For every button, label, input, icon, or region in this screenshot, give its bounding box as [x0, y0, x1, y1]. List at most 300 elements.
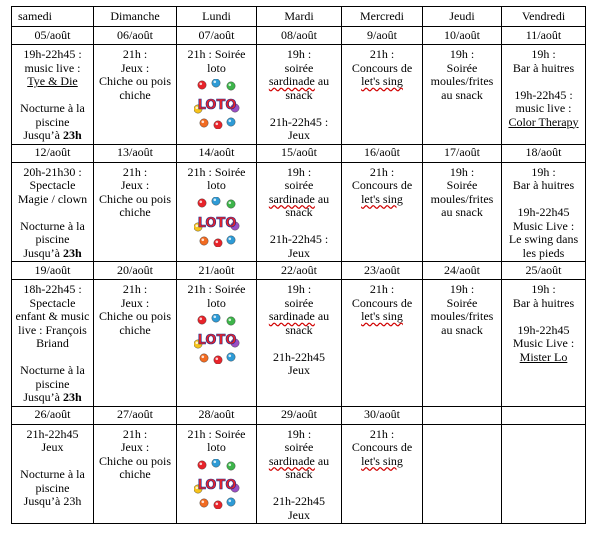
event-line — [14, 283, 91, 297]
loto-ball-shine — [215, 240, 218, 243]
event-text: live : François — [18, 322, 87, 337]
weekday-header-row — [12, 7, 586, 27]
event-text: Jusqu’à — [23, 245, 63, 260]
animation-schedule-table — [11, 6, 586, 524]
event-text: au snack — [441, 322, 483, 337]
event-cell — [12, 162, 94, 262]
event-cell — [177, 280, 257, 407]
event-text: 19h : — [286, 164, 312, 179]
day-header-dimanche: Dimanche — [94, 7, 177, 27]
event-line — [96, 441, 174, 455]
event-line — [179, 283, 254, 297]
event-text: Bar à huitres — [512, 60, 575, 75]
event-text: au snack — [441, 87, 483, 102]
event-text: Soirée — [446, 178, 478, 192]
loto-ball-shine — [215, 502, 218, 505]
event-text: au — [314, 191, 330, 206]
event-cell — [342, 280, 423, 407]
event-line — [504, 48, 583, 62]
event-line — [259, 337, 339, 351]
day-header-jeudi: Jeudi — [423, 7, 502, 27]
event-cell — [94, 280, 177, 407]
event-text: Jeux : — [120, 295, 150, 310]
event-text: 21h-22h45 — [26, 426, 79, 441]
loto-logo-text: LOTO — [197, 98, 236, 113]
event-line — [14, 102, 91, 116]
event-text: Nocturne à la — [20, 363, 85, 377]
event-line — [344, 62, 420, 76]
loto-ball-shine — [228, 463, 231, 466]
event-line — [425, 324, 499, 338]
event-line — [259, 364, 339, 378]
event-text: moules/frites — [430, 309, 494, 323]
event-text: 21h : — [369, 426, 395, 441]
event-text: Bar à huitres — [512, 295, 575, 310]
event-line — [96, 455, 174, 469]
event-text: let's sing — [361, 74, 403, 88]
event-text: chiche — [119, 87, 151, 102]
event-line — [96, 206, 174, 220]
event-line — [14, 495, 91, 509]
event-text: les pieds — [522, 245, 565, 260]
loto-logo-text: LOTO — [197, 477, 236, 493]
loto-ball — [213, 121, 221, 129]
date-cell: 29/août — [257, 406, 342, 424]
event-line — [504, 233, 583, 247]
event-line — [504, 102, 583, 116]
event-line — [14, 233, 91, 247]
event-cell — [342, 45, 423, 145]
event-text: Jeux — [288, 507, 310, 522]
event-text: au — [314, 453, 330, 468]
date-cell — [423, 406, 502, 424]
event-line — [259, 247, 339, 261]
event-cell — [12, 280, 94, 407]
event-line — [259, 283, 339, 297]
event-text: Jeux — [288, 363, 310, 377]
event-line — [344, 283, 420, 297]
event-line — [344, 297, 420, 311]
loto-ball-shine — [199, 462, 202, 465]
event-text: music live : — [515, 101, 572, 115]
date-cell: 22/août — [257, 262, 342, 280]
artist-name: Mister Lo — [519, 349, 568, 364]
date-cell: 30/août — [342, 406, 423, 424]
event-text: snack — [285, 322, 313, 337]
event-text: piscine — [35, 232, 70, 246]
event-text: Music Live : — [512, 336, 575, 350]
event-line — [504, 324, 583, 338]
loto-logo-text: LOTO — [197, 333, 236, 348]
loto-ball — [226, 317, 234, 325]
event-line — [259, 166, 339, 180]
event-line — [504, 297, 583, 311]
event-text: 20h-21h30 : — [23, 164, 82, 179]
event-text: music live : — [24, 60, 81, 75]
event-text: Jeux : — [120, 440, 150, 454]
event-text: 19h : — [286, 47, 312, 61]
event-text: 19h : — [531, 164, 556, 179]
date-cell: 07/août — [177, 27, 257, 45]
loto-ball — [211, 197, 219, 205]
loto-logo-icon — [194, 197, 240, 247]
loto-ball-shine — [228, 84, 231, 87]
event-line — [425, 75, 499, 89]
event-text: piscine — [35, 114, 70, 129]
event-line — [14, 247, 91, 261]
event-line — [14, 378, 91, 392]
event-cell — [342, 424, 423, 524]
event-text: sardinade — [268, 309, 315, 323]
event-line — [96, 75, 174, 89]
event-line — [425, 62, 499, 76]
event-text: snack — [285, 205, 313, 219]
event-text: 21h : Soirée — [187, 282, 246, 296]
event-text: Spectacle — [29, 295, 76, 310]
event-text: loto — [207, 440, 226, 454]
loto-ball — [226, 199, 234, 207]
event-line — [504, 283, 583, 297]
event-line — [179, 441, 254, 455]
loto-logo-text: LOTO — [197, 215, 236, 231]
event-cell — [342, 162, 423, 262]
day-header-mardi: Mardi — [257, 7, 342, 27]
event-text: piscine — [35, 480, 70, 495]
event-line — [425, 179, 499, 193]
event-line — [14, 179, 91, 193]
event-text: 19h-22h45 — [517, 205, 570, 219]
event-cell — [423, 280, 502, 407]
loto-ball-shine — [213, 81, 216, 84]
event-text: Chiche ou pois — [99, 453, 171, 468]
date-cell: 20/août — [94, 262, 177, 280]
event-line — [425, 206, 499, 220]
date-row — [12, 144, 586, 162]
event-text: 19h-22h45 : — [514, 87, 573, 102]
date-cell: 05/août — [12, 27, 94, 45]
event-cell — [257, 45, 342, 145]
loto-ball — [213, 500, 221, 508]
event-text: chiche — [119, 322, 151, 337]
event-line — [14, 89, 91, 103]
schedule-header — [12, 7, 586, 27]
event-text: Bar à huitres — [512, 178, 575, 192]
event-line — [425, 166, 499, 180]
loto-ball-shine — [228, 237, 231, 240]
event-line — [14, 129, 91, 143]
event-line — [425, 193, 499, 207]
event-line — [259, 324, 339, 338]
event-line — [259, 233, 339, 247]
event-line — [96, 297, 174, 311]
event-text: Concours de — [351, 440, 413, 454]
event-line — [14, 75, 91, 89]
event-line — [14, 468, 91, 482]
event-cell — [94, 424, 177, 524]
event-line — [425, 283, 499, 297]
event-line — [504, 247, 583, 261]
event-text: piscine — [35, 376, 70, 391]
event-text: Nocturne à la — [20, 218, 85, 233]
event-line — [14, 428, 91, 442]
loto-ball — [199, 354, 207, 362]
event-line — [504, 116, 583, 130]
loto-logo-icon — [194, 79, 240, 129]
event-line — [259, 179, 339, 193]
artist-name: Tye & Die — [27, 74, 78, 88]
event-line — [179, 48, 254, 62]
event-text: Nocturne à la — [20, 101, 85, 115]
event-text: 19h : — [286, 426, 312, 441]
event-text: Spectacle — [29, 178, 76, 192]
date-row — [12, 406, 586, 424]
event-line — [504, 206, 583, 220]
event-text: Chiche ou pois — [99, 191, 171, 206]
event-text: Nocturne à la — [20, 467, 85, 481]
date-cell: 21/août — [177, 262, 257, 280]
event-line — [96, 166, 174, 180]
event-line — [96, 428, 174, 442]
event-text: 18h-22h45 : — [23, 282, 82, 296]
event-line — [14, 441, 91, 455]
event-line — [96, 324, 174, 338]
event-line — [14, 455, 91, 469]
event-text: 21h : Soirée — [187, 47, 246, 61]
date-cell: 17/août — [423, 144, 502, 162]
loto-ball — [199, 119, 207, 127]
event-line — [259, 89, 339, 103]
event-line — [504, 62, 583, 76]
event-line — [504, 166, 583, 180]
loto-ball — [226, 353, 234, 361]
loto-logo-icon — [194, 459, 240, 509]
loto-ball-shine — [228, 499, 231, 502]
event-line — [344, 48, 420, 62]
date-cell: 11/août — [502, 27, 586, 45]
event-line — [504, 351, 583, 365]
event-text: Soirée — [446, 60, 478, 75]
event-text: 19h-22h45 : — [23, 47, 82, 61]
event-line — [425, 48, 499, 62]
date-cell: 06/août — [94, 27, 177, 45]
event-line — [259, 62, 339, 76]
event-line — [14, 337, 91, 351]
date-cell: 19/août — [12, 262, 94, 280]
date-row — [12, 27, 586, 45]
event-line — [14, 310, 91, 324]
event-cell — [502, 424, 586, 524]
event-cell — [12, 424, 94, 524]
event-line — [259, 482, 339, 496]
loto-ball — [226, 82, 234, 90]
event-line — [344, 75, 420, 89]
event-cell — [423, 424, 502, 524]
event-line — [96, 89, 174, 103]
event-line — [504, 310, 583, 324]
loto-ball — [199, 498, 207, 506]
event-line — [259, 468, 339, 482]
event-line — [14, 351, 91, 365]
date-cell: 26/août — [12, 406, 94, 424]
date-cell — [502, 406, 586, 424]
event-text: moules/frites — [430, 74, 494, 88]
event-line — [344, 455, 420, 469]
event-text: sardinade — [268, 191, 315, 206]
event-line — [344, 179, 420, 193]
event-cell — [94, 45, 177, 145]
event-line — [14, 48, 91, 62]
event-text: soirée — [284, 295, 314, 310]
event-text: sardinade — [268, 74, 315, 88]
event-text: Le swing dans — [508, 232, 579, 246]
day-header-vendredi: Vendredi — [502, 7, 586, 27]
loto-ball — [197, 460, 205, 468]
event-cell — [502, 45, 586, 145]
event-line — [259, 495, 339, 509]
event-line — [259, 116, 339, 130]
date-cell: 24/août — [423, 262, 502, 280]
event-text: 21h-22h45 — [273, 494, 325, 508]
loto-ball-shine — [201, 238, 204, 241]
loto-ball — [226, 461, 234, 469]
event-cell — [177, 45, 257, 145]
event-text: Chiche ou pois — [99, 74, 171, 88]
event-line — [96, 193, 174, 207]
loto-ball — [226, 118, 234, 126]
event-text: 21h : — [122, 282, 148, 296]
event-line — [14, 364, 91, 378]
loto-ball-shine — [213, 460, 216, 463]
event-text: snack — [285, 467, 313, 481]
event-text: 21h : — [122, 426, 148, 441]
event-text: sardinade — [268, 453, 315, 468]
events-row — [12, 45, 586, 145]
event-line — [259, 297, 339, 311]
date-cell: 12/août — [12, 144, 94, 162]
loto-ball-shine — [199, 318, 202, 321]
event-cell — [257, 162, 342, 262]
day-header-lundi: Lundi — [177, 7, 257, 27]
date-cell: 25/août — [502, 262, 586, 280]
event-line — [96, 468, 174, 482]
event-text: Concours de — [351, 60, 413, 75]
event-line — [259, 193, 339, 207]
event-line — [344, 310, 420, 324]
event-text: Jeux — [288, 245, 310, 260]
event-line — [14, 324, 91, 338]
event-line — [504, 75, 583, 89]
event-cell — [423, 162, 502, 262]
closing-time: 23h — [62, 128, 82, 142]
event-text: Magie / clown — [17, 191, 88, 206]
date-cell: 13/août — [94, 144, 177, 162]
event-text: enfant & music — [15, 309, 90, 323]
event-line — [259, 455, 339, 469]
loto-ball-shine — [228, 120, 231, 123]
event-text: 19h : — [531, 282, 556, 296]
event-line — [504, 220, 583, 234]
event-cell — [94, 162, 177, 262]
event-text: Music Live : — [512, 218, 575, 233]
date-cell: 15/août — [257, 144, 342, 162]
event-line — [179, 428, 254, 442]
event-line — [504, 179, 583, 193]
artist-name: Color Therapy — [508, 114, 579, 129]
event-text: Jeux — [288, 128, 310, 142]
event-line — [14, 220, 91, 234]
event-line — [179, 297, 254, 311]
event-cell — [257, 424, 342, 524]
event-text: loto — [207, 178, 226, 192]
event-line — [425, 89, 499, 103]
event-line — [259, 441, 339, 455]
event-text: Jeux : — [120, 60, 150, 75]
events-row — [12, 280, 586, 407]
closing-time: 23h — [62, 390, 82, 404]
loto-ball — [211, 314, 219, 322]
date-cell: 14/août — [177, 144, 257, 162]
event-text: loto — [207, 295, 226, 310]
loto-ball-shine — [199, 83, 202, 86]
event-text: 19h : — [286, 282, 312, 296]
event-line — [425, 310, 499, 324]
event-text: let's sing — [361, 309, 403, 323]
event-text: 19h-22h45 — [517, 322, 570, 337]
event-text: 19h : — [531, 47, 556, 61]
loto-ball — [211, 459, 219, 467]
event-line — [179, 166, 254, 180]
event-line — [344, 441, 420, 455]
date-cell: 10/août — [423, 27, 502, 45]
loto-logo-icon — [194, 314, 240, 364]
event-line — [344, 428, 420, 442]
event-text: Briand — [36, 336, 69, 350]
event-line — [259, 75, 339, 89]
loto-ball — [197, 198, 205, 206]
event-text: 21h : — [122, 164, 148, 179]
event-text: 19h : — [449, 47, 475, 61]
event-line — [14, 482, 91, 496]
event-line — [259, 351, 339, 365]
date-cell: 9/août — [342, 27, 423, 45]
event-cell — [502, 162, 586, 262]
event-text: moules/frites — [430, 191, 494, 206]
event-line — [504, 193, 583, 207]
event-text: chiche — [119, 467, 151, 481]
event-text: 21h-22h45 — [273, 349, 325, 364]
event-line — [259, 206, 339, 220]
event-text: Jusqu’à — [23, 128, 63, 142]
loto-ball-shine — [213, 198, 216, 201]
event-text: au — [314, 74, 330, 88]
event-line — [179, 179, 254, 193]
event-text: Jusqu’à 23h — [23, 494, 82, 508]
event-line — [14, 297, 91, 311]
event-line — [259, 310, 339, 324]
event-text: snack — [285, 87, 313, 102]
event-line — [259, 220, 339, 234]
event-cell — [12, 45, 94, 145]
event-cell — [177, 162, 257, 262]
loto-ball-shine — [201, 121, 204, 124]
date-cell: 18/août — [502, 144, 586, 162]
event-text: 21h : Soirée — [187, 426, 246, 441]
event-line — [425, 297, 499, 311]
schedule-body — [12, 27, 586, 524]
event-text: Jeux — [41, 440, 64, 454]
loto-ball-shine — [199, 200, 202, 203]
event-line — [259, 129, 339, 143]
